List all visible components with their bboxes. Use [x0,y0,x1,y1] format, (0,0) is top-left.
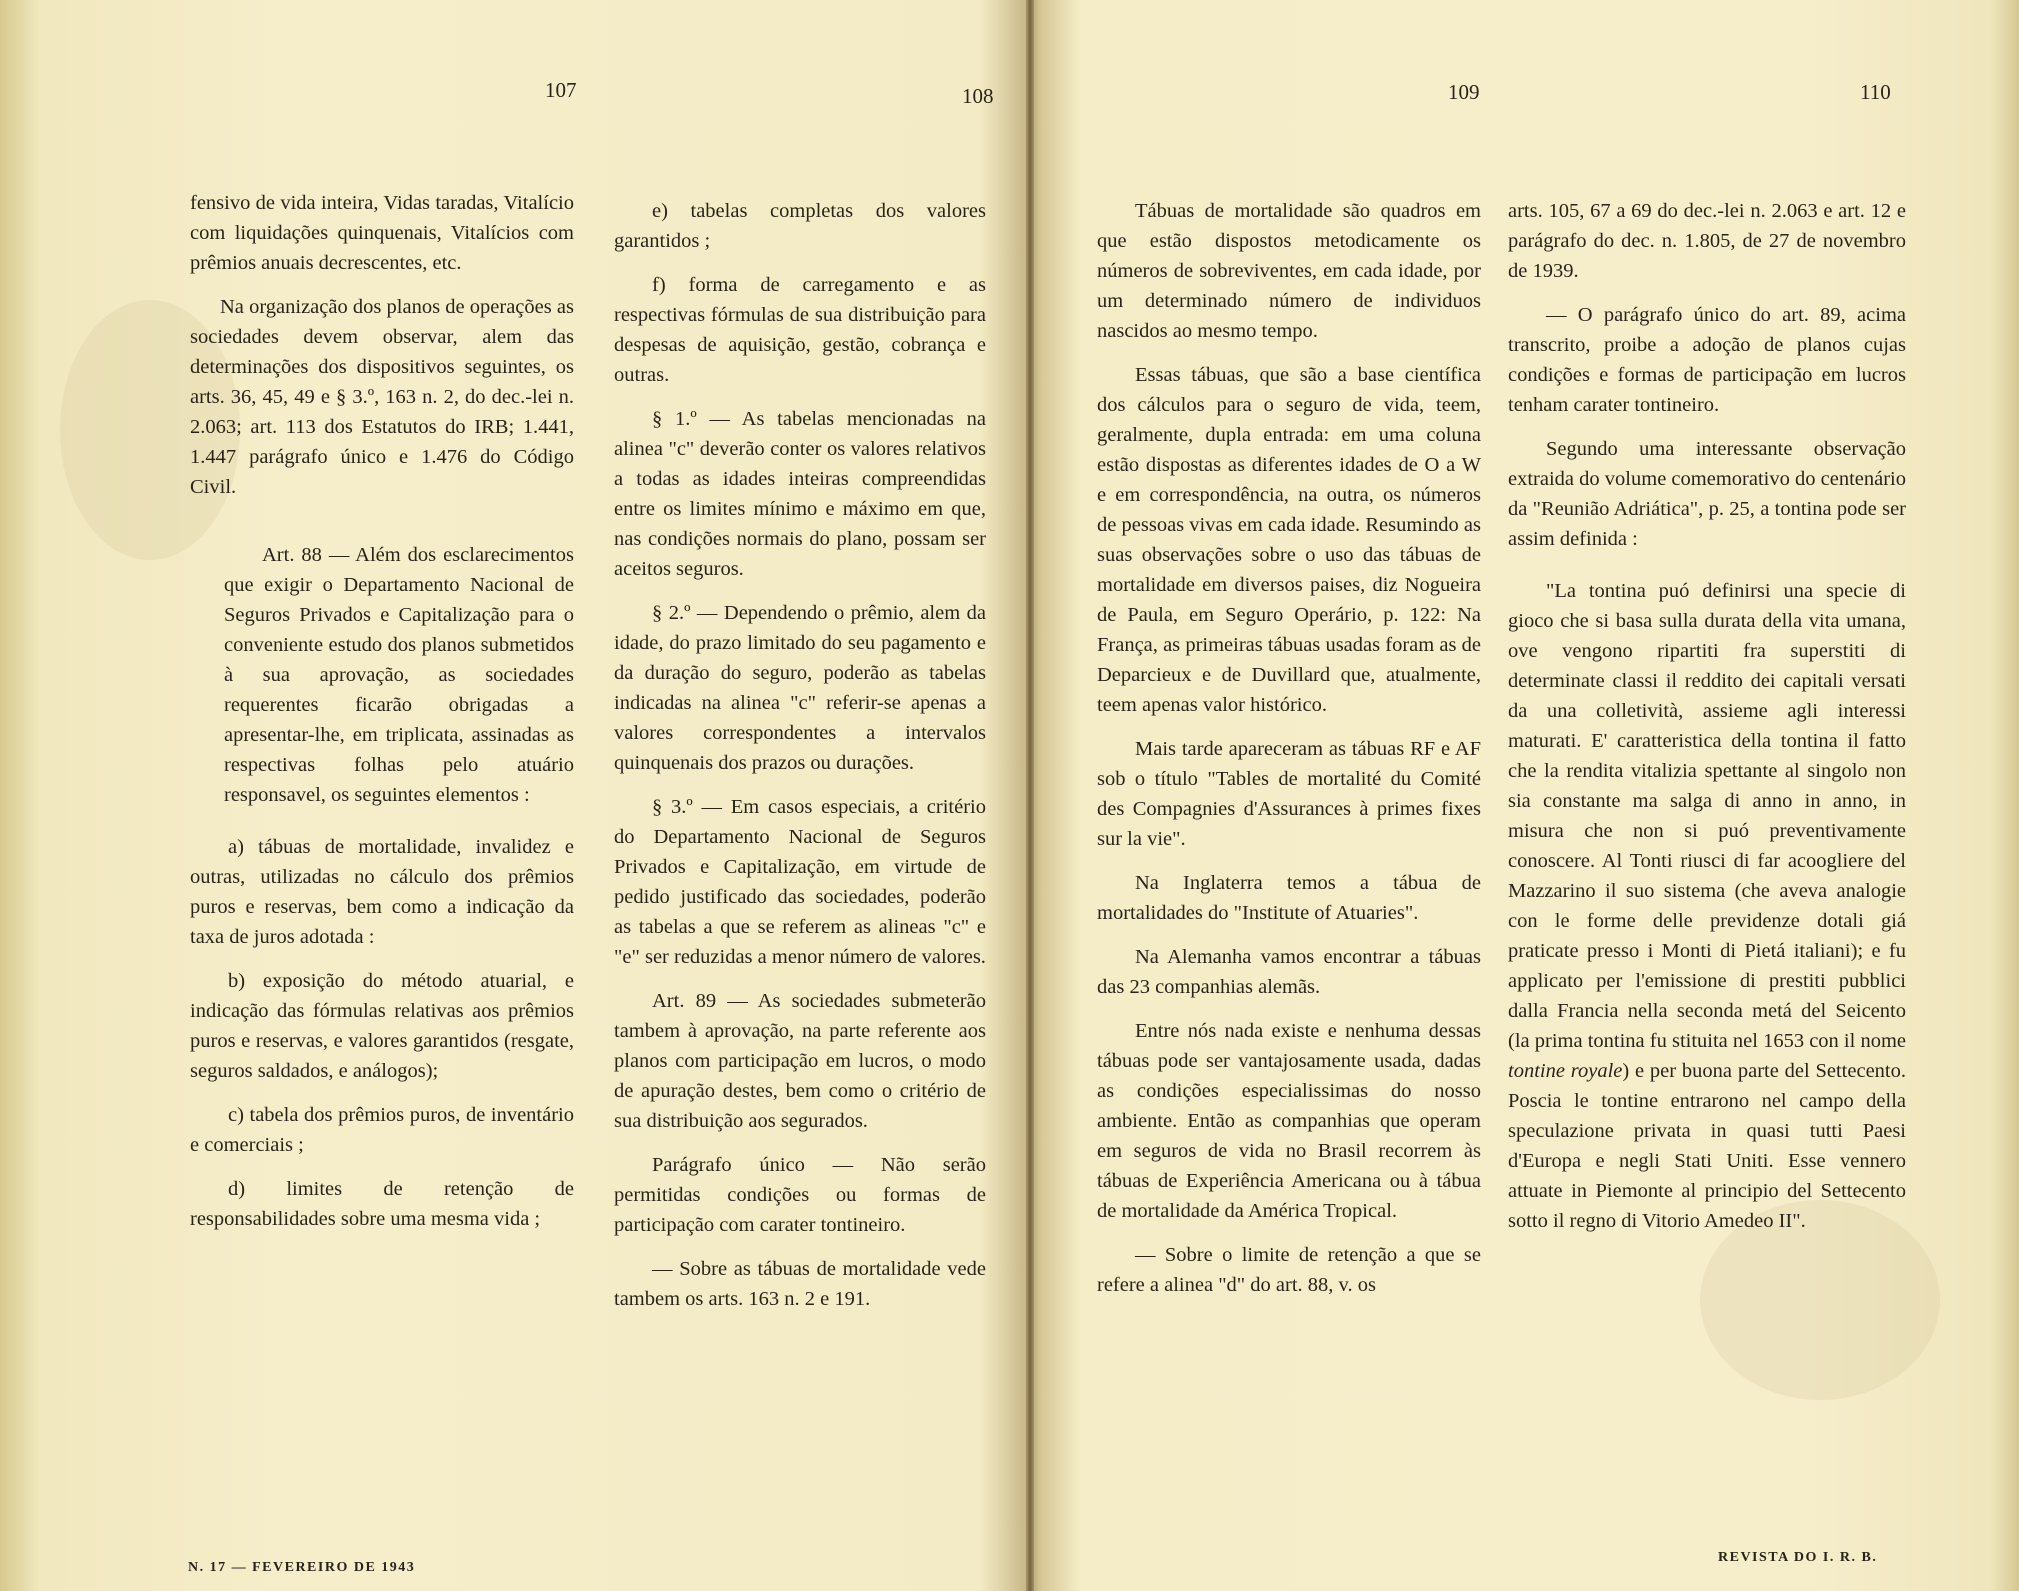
paragraph: Art. 89 — As sociedades submeterão tambem à aprovação, na parte referente aos planos com participação em lucros, o modo de apuração destes, bem como o critério de sua distribuição aos segurados. [614,990,986,1132]
page-number-109: 109 [1448,80,1480,104]
paragraph: — Sobre as tábuas de mortalidade vede tambem os arts. 163 n. 2 e 191. [614,1258,986,1310]
page-109-column [1097,196,1481,1314]
page-110-column [1508,196,1906,1250]
paragraph: Essas tábuas, que são a base científica dos cálculos para o seguro de vida, teem, geralmente, dupla entrada: em uma coluna estão dispostas as diferentes idades de O a W e em correspondência, na outra, os números de pessoas vivas em cada idade. Resumindo as suas observações sobre o uso das tábuas de mortalidade em diversos paises, diz Nogueira de Paula, em Seguro Operário, p. 122: Na França, as primeiras tábuas usadas foram as de Deparcieux e de Duvillard que, atualmente, teem apenas valor histórico. [1097,364,1481,716]
page-108-column [614,196,986,1328]
paragraph: Art. 88 — Além dos esclarecimentos que exigir o Departamento Nacional de Seguros Privados e Capitalização para o conveniente estudo dos planos submetidos à sua aprovação, as sociedades requerentes ficarão obrigadas a apresentar-lhe, em triplicata, assinadas as respectivas folhas pelo atuário responsavel, os seguintes elementos : [224,544,574,806]
page-number-110: 110 [1860,80,1891,104]
paragraph: a) tábuas de mortalidade, invalidez e outras, utilizadas no cálculo dos prêmios puros e reservas, bem como a indicação da taxa de juros adotada : [190,836,574,948]
quote-text-end: ) e per buona parte del Settecento. Poscia le tontine entrarono nel campo della speculazione privata in quasi tutti Paesi d'Europa e negli Stati Uniti. Esse vennero attuate in Piemonte al principio del Settecento sotto il regno di Vitorio Amedeo II". [1508,1060,1906,1232]
paragraph: e) tabelas completas dos valores garantidos ; [614,200,986,252]
footer-issue-date: N. 17 — FEVEREIRO DE 1943 [188,1560,416,1575]
paragraph: c) tabela dos prêmios puros, de inventário e comerciais ; [190,1104,574,1156]
book-gutter [1026,0,1034,1591]
paragraph: Na Alemanha vamos encontrar a tábuas das 23 companhias alemãs. [1097,946,1481,998]
paragraph: Na Inglaterra temos a tábua de mortalidades do "Institute of Atuaries". [1097,872,1481,924]
paragraph: Parágrafo único — Não serão permitidas condições ou formas de participação com carater tontineiro. [614,1154,986,1236]
paragraph: Mais tarde apareceram as tábuas RF e AF sob o título "Tables de mortalité du Comité des Compagnies d'Assurances à primes fixes sur la vie". [1097,738,1481,850]
page-107-column [190,188,574,1248]
paragraph: Tábuas de mortalidade são quadros em que estão dispostos metodicamente os números de sobreviventes, em cada idade, por um determinado número de individuos nascidos ao mesmo tempo. [1097,200,1481,342]
quoted-paragraph [1508,576,1906,1236]
paragraph: § 3.º — Em casos especiais, a critério do Departamento Nacional de Seguros Privados e Capitalização, em virtude de pedido justificado das sociedades, poderão as tabelas a que se referem as alineas "c" e "e" ser reduzidas a menor número de valores. [614,796,986,968]
paragraph: f) forma de carregamento e as respectivas fórmulas de sua distribuição para despesas de aquisição, gestão, cobrança e outras. [614,274,986,386]
quote-text: "La tontina puó definirsi una specie di gioco che si basa sulla durata della vita umana, ove vengono ripartiti fra superstiti di determinate classi il reddito dei capitali versati da una colletività, assieme agli interessi maturati. E' caratteristica della tontina il fatto che la rendita vitalizia spettante al singolo non sia constante ma salga di anno in anno, in misura che non si puó preventivamente conoscere. Al Tonti riusci di far acoogliere del Mazzarino il suo sistema (che aveva analogie con le forme delle previdenze dotali giá praticate presso i Monti di Pietá italiani); e fu applicato per l'emissione di prestiti pubblici dalla Francia nella seconda metá del Seicento (la prima tontina fu stituita nel 1653 con il nome [1508,580,1906,1052]
paragraph: — O parágrafo único do art. 89, acima transcrito, proibe a adoção de planos cujas condições e formas de participação em lucros tenham carater tontineiro. [1508,304,1906,416]
page-number-107: 107 [545,78,577,102]
paragraph: § 2.º — Dependendo o prêmio, alem da idade, do prazo limitado do seu pagamento e da duração do seguro, poderão as tabelas indicadas na alinea "c" referir-se apenas a valores correspondentes a intervalos quinquenais dos prazos ou durações. [614,602,986,774]
paragraph: Segundo uma interessante observação extraida do volume comemorativo do centenário da "Reunião Adriática", p. 25, a tontina pode ser assim definida : [1508,438,1906,550]
paragraph: d) limites de retenção de responsabilidades sobre uma mesma vida ; [190,1178,574,1230]
paragraph: Entre nós nada existe e nenhuma dessas tábuas pode ser vantajosamente usada, dadas as condições especialissimas do nosso ambiente. Então as companhias que operam em seguros de vida no Brasil recorrem às tábuas de Experiência Americana ou à tábua de mortalidade da América Tropical. [1097,1020,1481,1222]
paragraph: fensivo de vida inteira, Vidas taradas, Vitalício com liquidações quinquenais, Vitalícios com prêmios anuais decrescentes, etc. [190,192,574,274]
paragraph: Na organização dos planos de operações as sociedades devem observar, alem das determinações dos dispositivos seguintes, os arts. 36, 45, 49 e § 3.º, 163 n. 2, do dec.-lei n. 2.063; art. 113 dos Estatutos do IRB; 1.441, 1.447 parágrafo único e 1.476 do Código Civil. [190,296,574,498]
paragraph: — Sobre o limite de retenção a que se refere a alinea "d" do art. 88, v. os [1097,1244,1481,1296]
quote-emphasis: tontine royale [1508,1060,1623,1082]
paragraph: § 1.º — As tabelas mencionadas na alinea "c" deverão conter os valores relativos a todas as idades inteiras compreendidas entre os limites mínimo e máximo em que, nas condições normais do plano, possam ser aceitos seguros. [614,408,986,580]
page-number-108: 108 [962,84,994,108]
footer-journal-title: REVISTA DO I. R. B. [1718,1550,1878,1565]
paragraph: arts. 105, 67 a 69 do dec.-lei n. 2.063 e art. 12 e parágrafo do dec. n. 1.805, de 27 de novembro de 1939. [1508,200,1906,282]
paragraph: b) exposição do método atuarial, e indicação das fórmulas relativas aos prêmios puros e reservas, e valores garantidos (resgate, seguros saldados, e análogos); [190,970,574,1082]
